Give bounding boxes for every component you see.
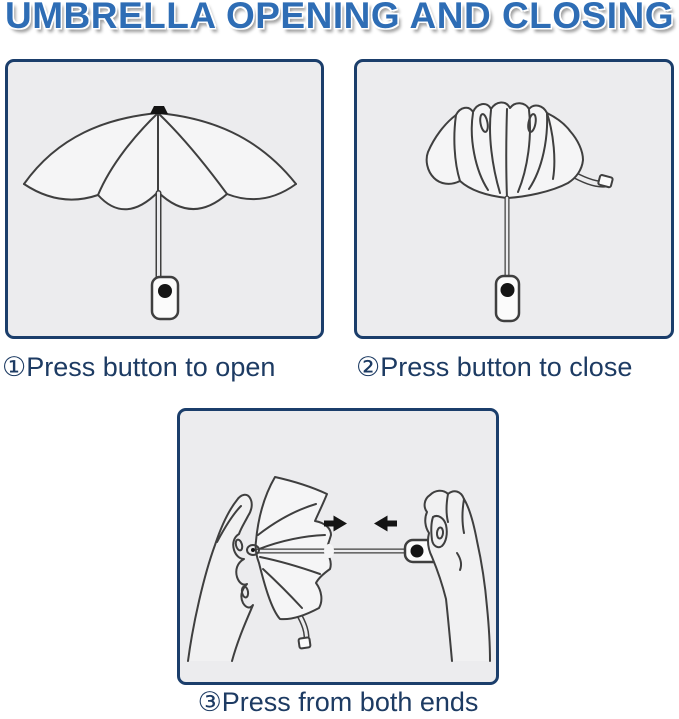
umbrella-handle xyxy=(496,276,519,321)
umbrella-folded xyxy=(427,102,613,321)
open-umbrella-illustration xyxy=(8,62,321,336)
strap-end xyxy=(598,175,613,188)
caption-press-from-both-ends: ③Press from both ends xyxy=(197,687,479,717)
caption-press-button-to-close: ②Press button to close xyxy=(356,352,633,382)
page-title: UMBRELLA OPENING AND CLOSING xyxy=(4,0,675,36)
umbrella-button xyxy=(158,284,172,298)
left-hand xyxy=(188,495,253,661)
umbrella-button xyxy=(501,283,515,297)
canopy-gather xyxy=(324,544,334,558)
folded-canopy xyxy=(256,477,331,619)
umbrella-tip xyxy=(150,106,168,114)
caption-press-button-to-open: ①Press button to open xyxy=(2,352,276,382)
panel-open-umbrella xyxy=(5,59,324,339)
umbrella-open xyxy=(24,106,296,319)
right-hand xyxy=(425,491,490,661)
umbrella-button xyxy=(411,545,424,558)
folded-umbrella-illustration xyxy=(357,62,671,336)
arrow-left-icon xyxy=(374,516,397,532)
panel-press-both-ends xyxy=(177,408,499,685)
hands-pressing-umbrella-illustration xyxy=(180,411,496,682)
panel-folded-umbrella xyxy=(354,59,674,339)
